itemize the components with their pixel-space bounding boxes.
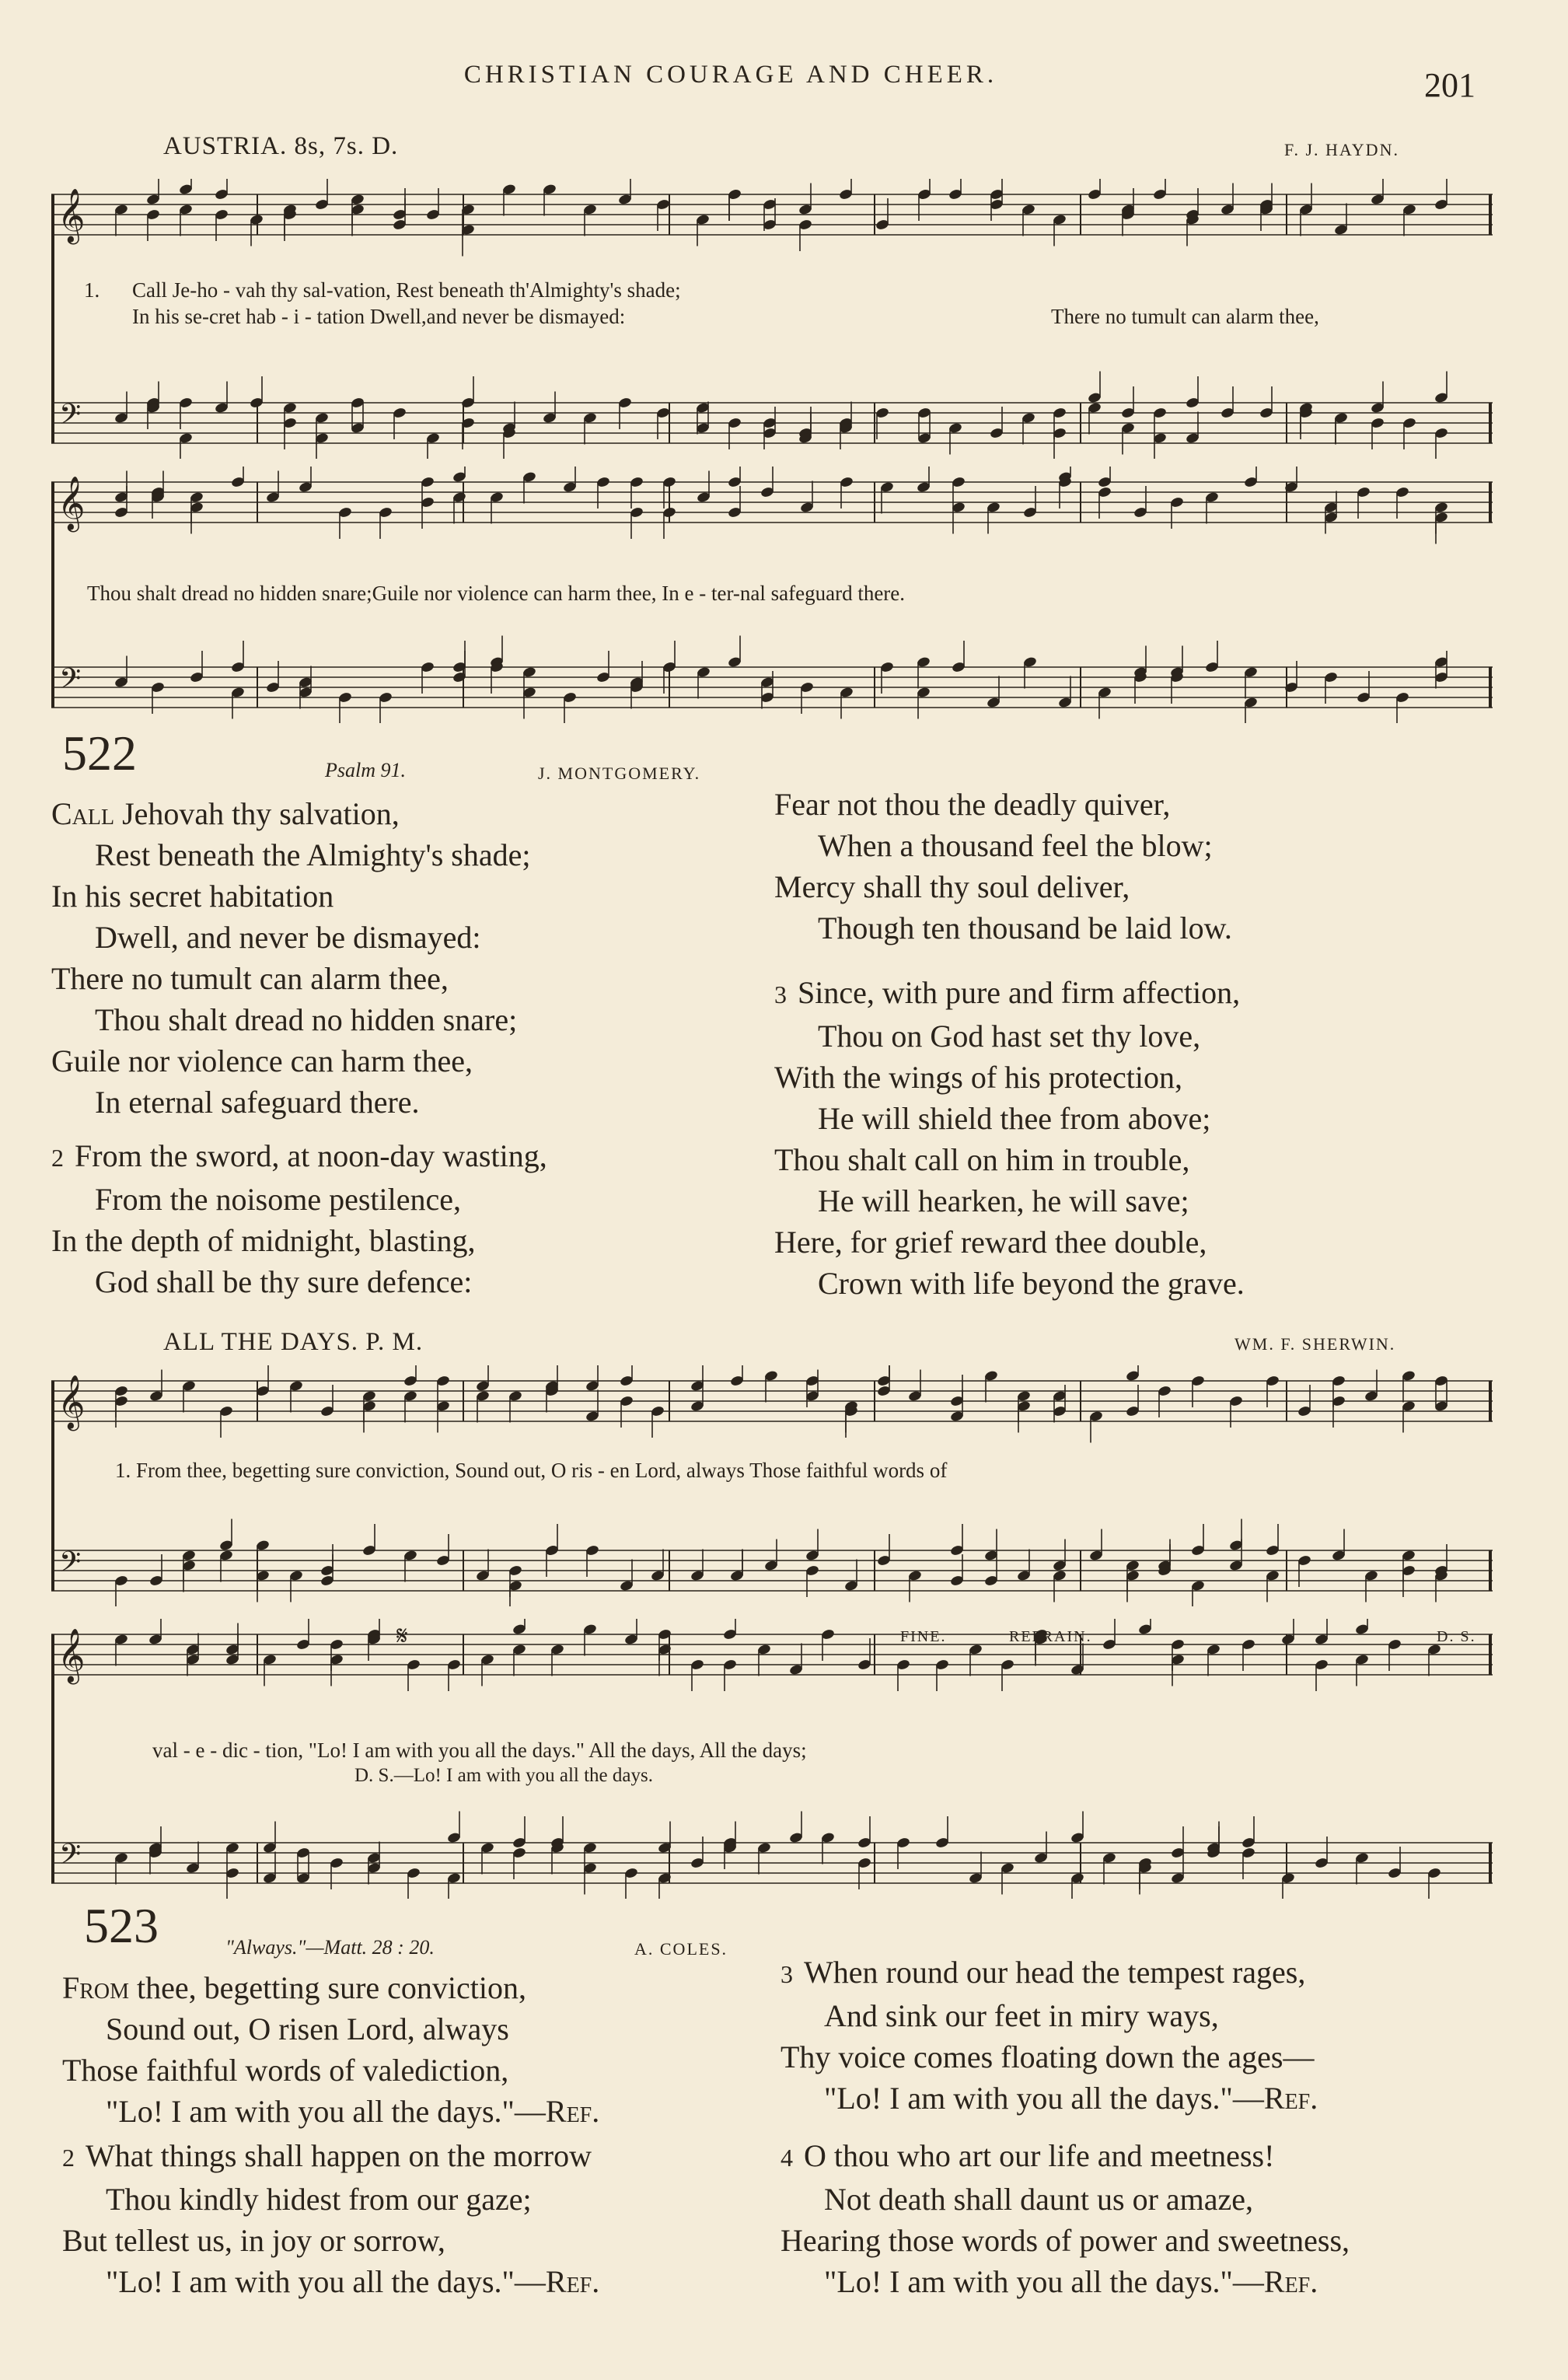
verse-line: From the noisome pestilence, <box>95 1182 462 1217</box>
verse-line: Here, for grief reward thee double, <box>774 1225 1207 1260</box>
verse-first-word: Call <box>51 796 115 831</box>
verse-line: Dwell, and never be dismayed: <box>95 920 481 955</box>
svg-text:𝄞: 𝄞 <box>58 475 86 530</box>
hymn-verse-2-continued <box>774 784 1232 949</box>
verse-line: Not death shall daunt us or amaze, <box>824 2182 1254 2217</box>
verse-number: 2 <box>62 2144 75 2172</box>
verse-line: Hearing those words of power and sweetness, <box>781 2223 1350 2258</box>
verse-line: thee, begetting sure conviction, <box>129 1970 527 2005</box>
lyric-line: 1. From thee, begetting sure conviction, Sound out, O ris - en Lord, always Those faithful words of <box>115 1459 948 1482</box>
lyric-line-ds: D. S.—Lo! I am with you all the days. <box>354 1765 653 1786</box>
composer-sherwin: WM. F. SHERWIN. <box>1234 1334 1396 1354</box>
svg-text:𝄢: 𝄢 <box>59 662 82 702</box>
refrain-abbrev: Ref. <box>1263 2264 1318 2299</box>
verse-line: With the wings of his protection, <box>774 1060 1182 1095</box>
ds-marker: D. S. <box>1437 1628 1476 1645</box>
hymn-number: 522 <box>62 725 137 781</box>
refrain-abbrev: Ref. <box>545 2264 600 2299</box>
verse-line: Thy voice comes floating down the ages— <box>781 2039 1315 2074</box>
svg-text:𝄢: 𝄢 <box>59 397 82 438</box>
lyric-verse-number: 1. <box>84 278 100 302</box>
verse-line: In his secret habitation <box>51 879 334 914</box>
lyric-line: In his se-cret hab - i - tation Dwell,and never be dismayed: <box>132 305 626 328</box>
verse-line: "Lo! I am with you all the days."— <box>824 2081 1264 2116</box>
hymn-verse-1 <box>51 793 530 1123</box>
svg-text:𝄢: 𝄢 <box>59 1545 82 1585</box>
running-head: CHRISTIAN COURAGE AND CHEER. <box>463 61 998 89</box>
verse-first-word: From <box>62 1970 130 2005</box>
tune-name: ALL THE DAYS. <box>163 1328 359 1356</box>
verse-line: But tellest us, in joy or sorrow, <box>62 2223 445 2258</box>
tune-meter: P. M. <box>365 1328 424 1356</box>
fine-marker: FINE. <box>900 1628 947 1645</box>
verse-line: Guile nor violence can harm thee, <box>51 1043 473 1078</box>
refrain-marker: REFRAIN. <box>1009 1628 1092 1645</box>
hymn-verse-3 <box>774 972 1245 1304</box>
verse-line: "Lo! I am with you all the days."— <box>106 2264 546 2299</box>
verse-line: Sound out, O risen Lord, always <box>106 2011 509 2046</box>
verse-line: Rest beneath the Almighty's shade; <box>95 837 531 872</box>
verse-line: He will shield thee from above; <box>818 1101 1211 1136</box>
svg-text:𝄞: 𝄞 <box>58 1627 86 1683</box>
svg-text:𝄞: 𝄞 <box>58 187 86 243</box>
tune-title-all-the-days <box>163 1328 423 1357</box>
verse-number: 2 <box>51 1144 64 1172</box>
verse-line: Jehovah thy salvation, <box>114 796 400 831</box>
lyric-line: Call Je-ho - vah thy sal-vation, Rest beneath th'Almighty's shade; <box>132 278 681 302</box>
lyric-line: Thou shalt dread no hidden snare;Guile nor violence can harm thee, In e - ter-nal safeguard there. <box>87 582 906 605</box>
verse-line: In the depth of midnight, blasting, <box>51 1223 476 1258</box>
verse-line: "Lo! I am with you all the days."— <box>106 2094 546 2129</box>
verse-line: In eternal safeguard there. <box>95 1085 420 1120</box>
music-staff-system <box>51 1365 1493 1606</box>
tune-title-austria <box>163 132 398 161</box>
composer-haydn: F. J. HAYDN. <box>1284 140 1399 159</box>
lyric-line: val - e - dic - tion, "Lo! I am with you all the days." All the days, All the days; <box>152 1739 807 1762</box>
svg-text:𝄢: 𝄢 <box>59 1837 82 1878</box>
verse-line: O thou who art our life and meetness! <box>804 2138 1275 2173</box>
verse-line: Thou on God hast set thy love, <box>818 1019 1201 1054</box>
hymn-number: 523 <box>84 1898 159 1953</box>
verse-line: What things shall happen on the morrow <box>86 2138 592 2173</box>
hymn-author: J. MONTGOMERY. <box>538 764 701 783</box>
verse-line: "Lo! I am with you all the days."— <box>824 2264 1264 2299</box>
verse-line: Crown with life beyond the grave. <box>818 1266 1245 1301</box>
hymn-verse-3 <box>781 1952 1318 2119</box>
hymn-verse-4 <box>781 2135 1350 2302</box>
verse-line: Since, with pure and firm affection, <box>798 975 1241 1010</box>
verse-number: 3 <box>774 980 787 1008</box>
verse-line: Though ten thousand be laid low. <box>818 910 1232 945</box>
hymn-verse-1 <box>62 1967 599 2132</box>
hymn-author: A. COLES. <box>634 1939 728 1959</box>
verse-line: When a thousand feel the blow; <box>818 828 1213 863</box>
verse-number: 3 <box>781 1960 793 1988</box>
verse-line: Fear not thou the deadly quiver, <box>774 787 1171 822</box>
refrain-abbrev: Ref. <box>545 2094 600 2129</box>
scripture-reference: Psalm 91. <box>325 759 406 781</box>
page-number: 201 <box>1424 66 1475 104</box>
svg-text:𝄞: 𝄞 <box>58 1374 86 1429</box>
verse-line: And sink our feet in miry ways, <box>824 1998 1219 2033</box>
verse-line: He will hearken, he will save; <box>818 1183 1189 1218</box>
verse-line: God shall be thy sure defence: <box>95 1264 473 1299</box>
hymn-verse-2 <box>51 1135 547 1302</box>
lyric-line: There no tumult can alarm thee, <box>1051 305 1319 328</box>
tune-name: AUSTRIA. <box>163 132 288 160</box>
verse-line: Those faithful words of valediction, <box>62 2053 509 2088</box>
music-system-3 <box>51 1365 1493 1606</box>
verse-line: There no tumult can alarm thee, <box>51 961 449 996</box>
segno-sign: 𝄋 <box>396 1622 410 1651</box>
verse-line: Mercy shall thy soul deliver, <box>774 869 1130 904</box>
verse-line: From the sword, at noon-day wasting, <box>75 1138 547 1173</box>
hymn-verse-2 <box>62 2135 599 2302</box>
verse-line: Thou shalt dread no hidden snare; <box>95 1002 518 1037</box>
scripture-reference: "Always."—Matt. 28 : 20. <box>225 1936 435 1959</box>
verse-line: Thou shalt call on him in trouble, <box>774 1142 1190 1177</box>
verse-number: 4 <box>781 2144 793 2172</box>
verse-line: Thou kindly hidest from our gaze; <box>106 2182 532 2217</box>
verse-line: When round our head the tempest rages, <box>804 1955 1306 1990</box>
tune-meter: 8s, 7s. D. <box>294 132 399 160</box>
refrain-abbrev: Ref. <box>1263 2081 1318 2116</box>
